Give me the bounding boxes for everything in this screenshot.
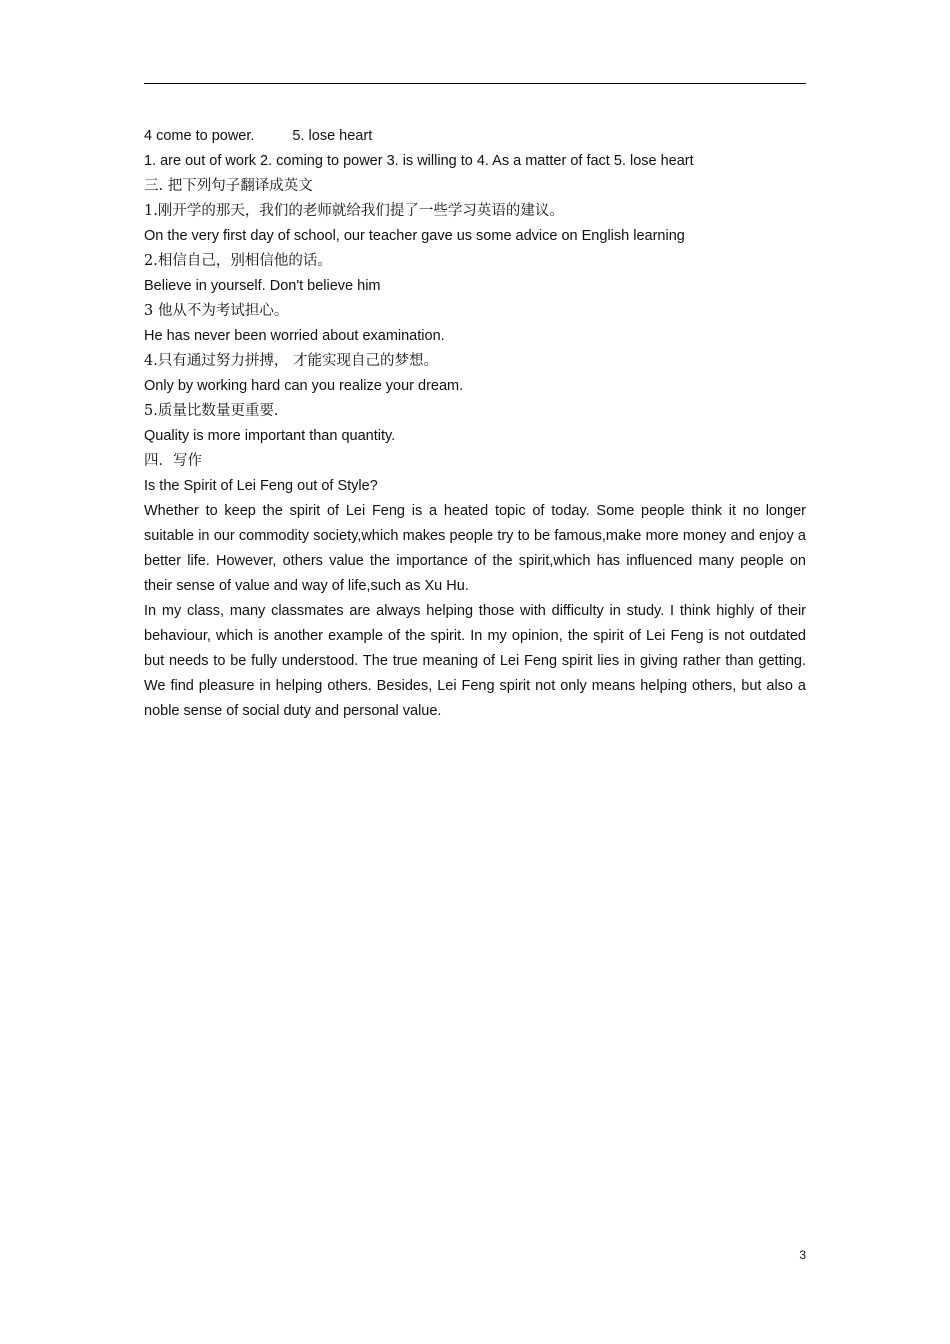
essay-paragraph-2: In my class, many classmates are always helping those with difficulty in study. I think highly of their behaviour, which is another example of the spirit. In my opinion, the spirit of Lei Feng is not outdated but needs to be fully understood. The true meaning of Lei Feng spirit lies in giving rather than getting. We find pleasure in helping others. Besides, Lei Feng spirit not only means helping others, but also a noble sense of social duty and personal value. [144, 603, 806, 719]
essay-title: Is the Spirit of Lei Feng out of Style? [144, 478, 378, 494]
page-number: 3 [799, 1248, 806, 1262]
phrase-answers-line [144, 124, 806, 149]
header-rule [144, 83, 806, 84]
translation-prompt-5: 5.质量比数量更重要. [144, 403, 279, 419]
translation-answer-3: He has never been worried about examination. [144, 328, 445, 344]
section-three-heading: 三. 把下列句子翻译成英文 [144, 178, 313, 194]
translation-answer-1: On the very first day of school, our teacher gave us some advice on English learning [144, 228, 685, 244]
translation-answer-5: Quality is more important than quantity. [144, 428, 396, 444]
translation-answer-4: Only by working hard can you realize your dream. [144, 378, 464, 394]
phrase-answer-4: 4 come to power. [144, 128, 255, 144]
translation-prompt-4: 4.只有通过努力拼搏， 才能实现自己的梦想。 [144, 353, 438, 369]
translation-prompt-1: 1.刚开学的那天，我们的老师就给我们提了一些学习英语的建议。 [144, 203, 564, 219]
translation-prompt-2: 2.相信自己，别相信他的话。 [144, 253, 332, 269]
document-body [144, 124, 806, 724]
section-four-heading: 四．写作 [144, 453, 202, 469]
translation-answer-2: Believe in yourself. Don't believe him [144, 278, 381, 294]
essay-paragraph-1: Whether to keep the spirit of Lei Feng is a heated topic of today. Some people think it no longer suitable in our commodity society,which makes people try to be famous,make more money and enjoy a better life. However, others value the importance of the spirit,which has influenced many people on their sense of value and way of life,such as Xu Hu. [144, 503, 806, 594]
translation-prompt-3: 3 他从不为考试担心。 [144, 303, 289, 319]
fill-in-answers-line: 1. are out of work 2. coming to power 3. is willing to 4. As a matter of fact 5. lose heart [144, 153, 694, 169]
phrase-answer-5: 5. lose heart [292, 128, 373, 144]
